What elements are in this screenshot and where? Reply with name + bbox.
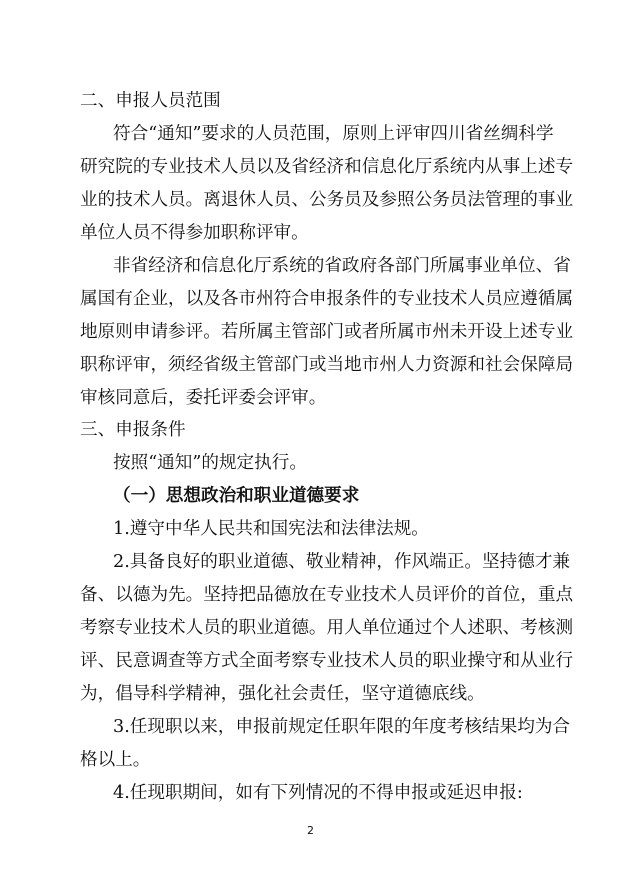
item-3-line-2: 格以上。 [80,750,151,770]
item-3-line-1: 3 . 任 现 职 以 来 ， 申 报 前 规 定 任 职 年 限 的 年 度 考 核 结 果 均 为 合 [113,717,571,737]
section-2-para-2-line-4: 职 称 评 审 ， 须 经 省 级 主 管 部 门 或 当 地 市 州 人 力 资 源 和 社 会 保 障 局 [80,355,574,375]
item-1: 1.遵守中华人民共和国宪法和法律法规。 [113,519,429,539]
section-2-para-1-line-4: 单位人员不得参加职称评审。 [80,223,309,243]
section-2-heading: 二、申报人员范围 [80,91,221,111]
section-3-heading: 三、申报条件 [80,420,186,440]
item-2-line-5: 为，倡导科学精神，强化社会责任，坚守道德底线。 [80,684,485,704]
page-number: 2 [307,824,314,837]
subsection-1-heading: （一）思想政治和职业道德要求 [113,486,360,506]
section-2-para-1-line-3: 业 的 技 术 人 员 。 离 退 休 人 员 、 公 务 员 及 参 照 公 务 员 法 管 理 的 事 业 [80,190,574,210]
section-3-intro: 按照“通知”的规定执行。 [113,453,307,473]
item-2-line-3: 考 察 专 业 技 术 人 员 的 职 业 道 德 。 用 人 单 位 通 过 个 人 述 职 、 考 核 测 [80,618,574,638]
section-2-para-1-line-2: 研 究 院 的 专 业 技 术 人 员 以 及 省 经 济 和 信 息 化 厅 系 统 内 从 事 上 述 专 [80,157,574,177]
section-2-para-2-line-1: 非 省 经 济 和 信 息 化 厅 系 统 的 省 政 府 各 部 门 所 属 事 业 单 位 、 省 [113,256,571,276]
section-2-para-2-line-2: 属 国 有 企 业 ， 以 及 各 市 州 符 合 申 报 条 件 的 专 业 技 术 人 员 应 遵 循 属 [80,289,574,309]
section-2-para-1-line-1: 符 合 “ 通 知 ” 要 求 的 人 员 范 围 ， 原 则 上 评 审 四 川 省 丝 绸 科 学 [113,124,554,144]
item-2-line-4: 评 、 民 意 调 查 等 方 式 全 面 考 察 专 业 技 术 人 员 的 职 业 操 守 和 从 业 行 [80,651,574,671]
item-4: 4.任现职期间，如有下列情况的不得申报或延迟申报: [113,783,523,803]
section-2-para-2-line-5: 审核同意后，委托评委会评审。 [80,388,327,408]
item-2-line-1: 2 . 具 备 良 好 的 职 业 道 德 、 敬 业 精 神 ， 作 风 端 正 。 坚 持 德 才 兼 [113,552,571,572]
item-2-line-2: 备 、 以 德 为 先 。 坚 持 把 品 德 放 在 专 业 技 术 人 员 评 价 的 首 位 ， 重 点 [80,585,574,605]
section-2-para-2-line-3: 地 原 则 申 请 参 评 。 若 所 属 主 管 部 门 或 者 所 属 市 州 未 开 设 上 述 专 业 [80,322,574,342]
